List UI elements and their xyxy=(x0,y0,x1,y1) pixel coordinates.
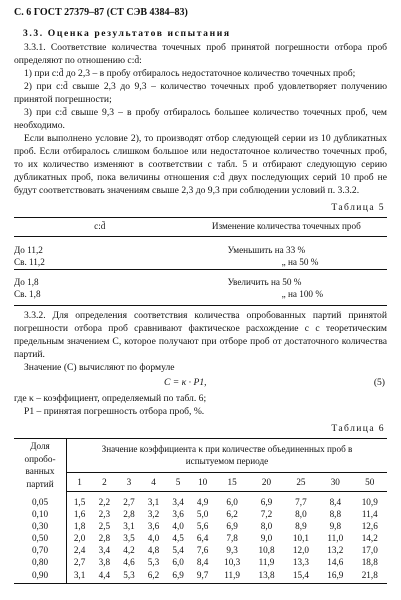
table-cell: До 11,2 xyxy=(14,244,43,255)
table-6-value-cell: 9,0 xyxy=(260,533,273,544)
table-6-value-cell: 18,8 xyxy=(361,557,378,568)
table-row xyxy=(14,276,387,289)
table-6-value-cell: 2,3 xyxy=(98,508,111,519)
page-header: С. 6 ГОСТ 27379–87 (СТ СЭВ 4384–83) xyxy=(14,7,188,18)
table-6-share-cell: 0,80 xyxy=(14,556,67,568)
table-6-value-cell: 3,2 xyxy=(147,508,160,519)
table-6-value-cell: 1,5 xyxy=(73,496,86,507)
table-6-value-cell: 6,0 xyxy=(172,557,184,568)
table-6-count-header: 1 xyxy=(67,473,93,491)
table-6-share-cell: 0,30 xyxy=(14,520,67,532)
table-6-value-cell: 4,0 xyxy=(172,521,184,532)
table-6-value-cell: 12,6 xyxy=(361,521,378,532)
table-6-value-cell: 13,2 xyxy=(327,545,344,556)
formula: C = κ · P1, xyxy=(164,377,207,389)
table-6-value-cell: 21,8 xyxy=(353,569,388,584)
paragraph-3-3-2: 3.3.2. Для определения соответствия количества опробованных партий принятой погрешности отбора проб сравнивают фактическое расхождение c с теоретическим предельным значением C, которое получают при отборе проб от достаточного количества партий. xyxy=(14,309,387,360)
list-item-condition-3: 3) при c:d̄ свыше 9,3 – в пробу отбиралось большее количество точечных проб, чем необходимо. xyxy=(14,106,387,131)
table-6-value-cell: 8,0 xyxy=(260,521,273,532)
table-6-value-cell: 10,8 xyxy=(258,545,275,556)
table-6-value-cell: 3,4 xyxy=(98,545,111,556)
table-6-value-cell: 4,6 xyxy=(123,557,135,568)
table-6-value-cell: 9,7 xyxy=(190,569,215,584)
table-6-value-cell: 5,4 xyxy=(172,545,184,556)
table-6-value-cell: 3,1 xyxy=(123,521,135,532)
table-6-body xyxy=(14,491,387,583)
table-6-value-cell: 15,4 xyxy=(284,569,318,584)
table-6-value-cell: 7,7 xyxy=(295,496,307,507)
table-6-value-cell: 6,2 xyxy=(141,569,166,584)
table-6-value-cell: 7,8 xyxy=(226,533,238,544)
table-6-value-cell: 3,8 xyxy=(98,557,111,568)
table-6-value-cell: 11,9 xyxy=(258,557,275,568)
table-6-value-cell: 4,4 xyxy=(92,569,117,584)
table-row xyxy=(14,491,387,508)
table-6-value-cell: 4,5 xyxy=(172,533,184,544)
table-6-count-header: 4 xyxy=(141,473,166,491)
table-row xyxy=(14,288,387,301)
table-6-count-header-row xyxy=(14,473,387,491)
table-cell: „ на 100 % xyxy=(281,289,323,300)
table-6-count-header: 15 xyxy=(215,473,249,491)
table-row xyxy=(14,244,387,257)
table-6-value-cell: 8,4 xyxy=(196,557,209,568)
table-cell: Св. 1,8 xyxy=(14,289,41,300)
table-row xyxy=(14,520,387,532)
table-6-value-cell: 16,9 xyxy=(318,569,352,584)
formula-legend-k: где κ – коэффициент, определяемый по табл. 6; xyxy=(14,393,207,405)
table-6-value-cell: 2,0 xyxy=(73,533,86,544)
formula-number: (5) xyxy=(373,377,385,389)
table-6-value-cell: 6,9 xyxy=(166,569,191,584)
table-row xyxy=(14,569,387,584)
table-6-value-cell: 2,7 xyxy=(73,557,86,568)
table-6-count-header: 5 xyxy=(166,473,191,491)
table-6-value-cell: 10,1 xyxy=(292,533,309,544)
table-6-value-cell: 8,4 xyxy=(329,496,342,507)
formula-line xyxy=(14,376,387,390)
table-6-value-cell: 8,9 xyxy=(295,521,307,532)
table-6-value-cell: 5,6 xyxy=(196,521,209,532)
table-row xyxy=(14,256,387,269)
table-6-value-cell: 3,6 xyxy=(147,521,160,532)
formula-legend-p: P1 – принятая погрешность отбора проб, %. xyxy=(24,406,205,418)
table-6-value-cell: 12,0 xyxy=(292,545,309,556)
table-6-value-cell: 1,8 xyxy=(73,521,86,532)
table-6-value-cell: 3,1 xyxy=(67,569,93,584)
formula-intro: Значение (C) вычисляют по формуле xyxy=(24,362,175,374)
table-row xyxy=(14,556,387,568)
table-6-value-cell: 2,7 xyxy=(123,496,135,507)
table-6-value-cell: 17,0 xyxy=(361,545,378,556)
table-6-share-cell: 0,05 xyxy=(14,491,67,508)
table-6-value-cell: 2,8 xyxy=(123,508,135,519)
table-6-value-cell: 2,8 xyxy=(98,533,111,544)
table-row xyxy=(14,532,387,544)
table-6-share-cell: 0,90 xyxy=(14,569,67,584)
table-5 xyxy=(14,217,387,306)
table-6-group-header: Значение коэффициента κ при количестве объединенных проб в испытуемом периоде xyxy=(67,439,388,473)
table-6-value-cell: 14,2 xyxy=(361,533,378,544)
table-6-value-cell: 6,9 xyxy=(260,496,273,507)
table-6-value-cell: 4,0 xyxy=(147,533,160,544)
table-6-value-cell: 4,9 xyxy=(196,496,209,507)
table-6-value-cell: 3,5 xyxy=(123,533,135,544)
table-6-value-cell: 4,8 xyxy=(147,545,160,556)
table-6-caption: Таблица 6 xyxy=(331,423,385,435)
table-6-value-cell: 2,5 xyxy=(98,521,111,532)
table-6 xyxy=(14,438,387,584)
section-title: 3.3. Оценка результатов испытания xyxy=(23,27,231,39)
table-6-value-cell: 14,6 xyxy=(327,557,344,568)
table-6-value-cell: 2,4 xyxy=(73,545,86,556)
table-6-count-header: 30 xyxy=(318,473,352,491)
table-6-value-cell: 7,2 xyxy=(260,508,273,519)
table-6-value-cell: 6,2 xyxy=(226,508,238,519)
table-6-value-cell: 3,1 xyxy=(147,496,160,507)
table-6-row-header: Доля опробо-ванных партий xyxy=(14,439,67,492)
table-6-value-cell: 11,0 xyxy=(327,533,344,544)
table-6-value-cell: 9,3 xyxy=(226,545,238,556)
table-6-value-cell: 9,8 xyxy=(329,521,342,532)
table-6-value-cell: 7,6 xyxy=(196,545,209,556)
table-6-count-header: 10 xyxy=(190,473,215,491)
table-6-count-header: 3 xyxy=(117,473,142,491)
table-5-caption: Таблица 5 xyxy=(331,202,385,214)
table-cell: „ на 50 % xyxy=(281,257,319,268)
table-6-value-cell: 5,3 xyxy=(117,569,142,584)
paragraph-3-3-1: 3.3.1. Соответствие количества точечных проб принятой погрешности отбора проб определяют по отношению c:d̄: xyxy=(14,41,387,66)
table-6-value-cell: 3,4 xyxy=(172,496,184,507)
paragraph-followup: Если выполнено условие 2), то производят отбор следующей серии из 10 дубликатных проб. Если отбиралось слишком большое или недостаточное количество точечных проб, то их количество изменяют в соответствии с табл. 5 и отбирают следующую серию дубликатных проб, пока величины отношения c:d̄ двух последующих серий 10 проб не будут соответствовать значениям свыше 2,3 до 9,3 при соблюдении условий п. 3.3.2. xyxy=(14,132,387,197)
table-6-value-cell: 11,9 xyxy=(215,569,249,584)
table-6-value-cell: 2,2 xyxy=(98,496,111,507)
table-6-count-header: 20 xyxy=(249,473,283,491)
table-6-value-cell: 13,3 xyxy=(292,557,309,568)
table-cell: Уменьшить на 33 % xyxy=(227,244,306,255)
table-6-value-cell: 10,9 xyxy=(361,496,378,507)
table-cell: Св. 11,2 xyxy=(14,257,45,268)
table-6-value-cell: 4,2 xyxy=(123,545,135,556)
table-6-value-cell: 6,4 xyxy=(196,533,209,544)
table-6-value-cell: 5,3 xyxy=(147,557,160,568)
table-6-share-cell: 0,10 xyxy=(14,508,67,520)
table-6-value-cell: 1,6 xyxy=(73,508,86,519)
table-6-value-cell: 11,4 xyxy=(361,508,378,519)
table-5-header-ratio: c:d̄ xyxy=(14,218,186,237)
table-cell: Увеличить на 50 % xyxy=(227,276,302,287)
table-cell: До 1,8 xyxy=(14,276,39,287)
table-6-count-header: 2 xyxy=(92,473,117,491)
table-6-value-cell: 8,8 xyxy=(329,508,342,519)
table-row xyxy=(14,508,387,520)
table-6-value-cell: 3,6 xyxy=(172,508,184,519)
table-6-value-cell: 6,9 xyxy=(226,521,238,532)
list-item-condition-2: 2) при c:d̄ свыше 2,3 до 9,3 – количество точечных проб удовлетворяет получению принятой погрешности; xyxy=(14,80,387,105)
table-6-value-cell: 13,8 xyxy=(249,569,283,584)
table-row xyxy=(14,544,387,556)
table-6-value-cell: 10,3 xyxy=(224,557,241,568)
table-6-value-cell: 5,0 xyxy=(196,508,209,519)
table-6-value-cell: 6,0 xyxy=(226,496,238,507)
table-5-header-change: Изменение количества точечных проб xyxy=(186,218,387,237)
table-6-share-cell: 0,50 xyxy=(14,532,67,544)
table-6-count-header: 50 xyxy=(353,473,388,491)
list-item-condition-1: 1) при c:d̄ до 2,3 – в пробу отбиралось недостаточное количество точечных проб; xyxy=(24,67,356,79)
table-6-count-header: 25 xyxy=(284,473,318,491)
table-6-share-cell: 0,70 xyxy=(14,544,67,556)
table-6-value-cell: 8,0 xyxy=(295,508,307,519)
